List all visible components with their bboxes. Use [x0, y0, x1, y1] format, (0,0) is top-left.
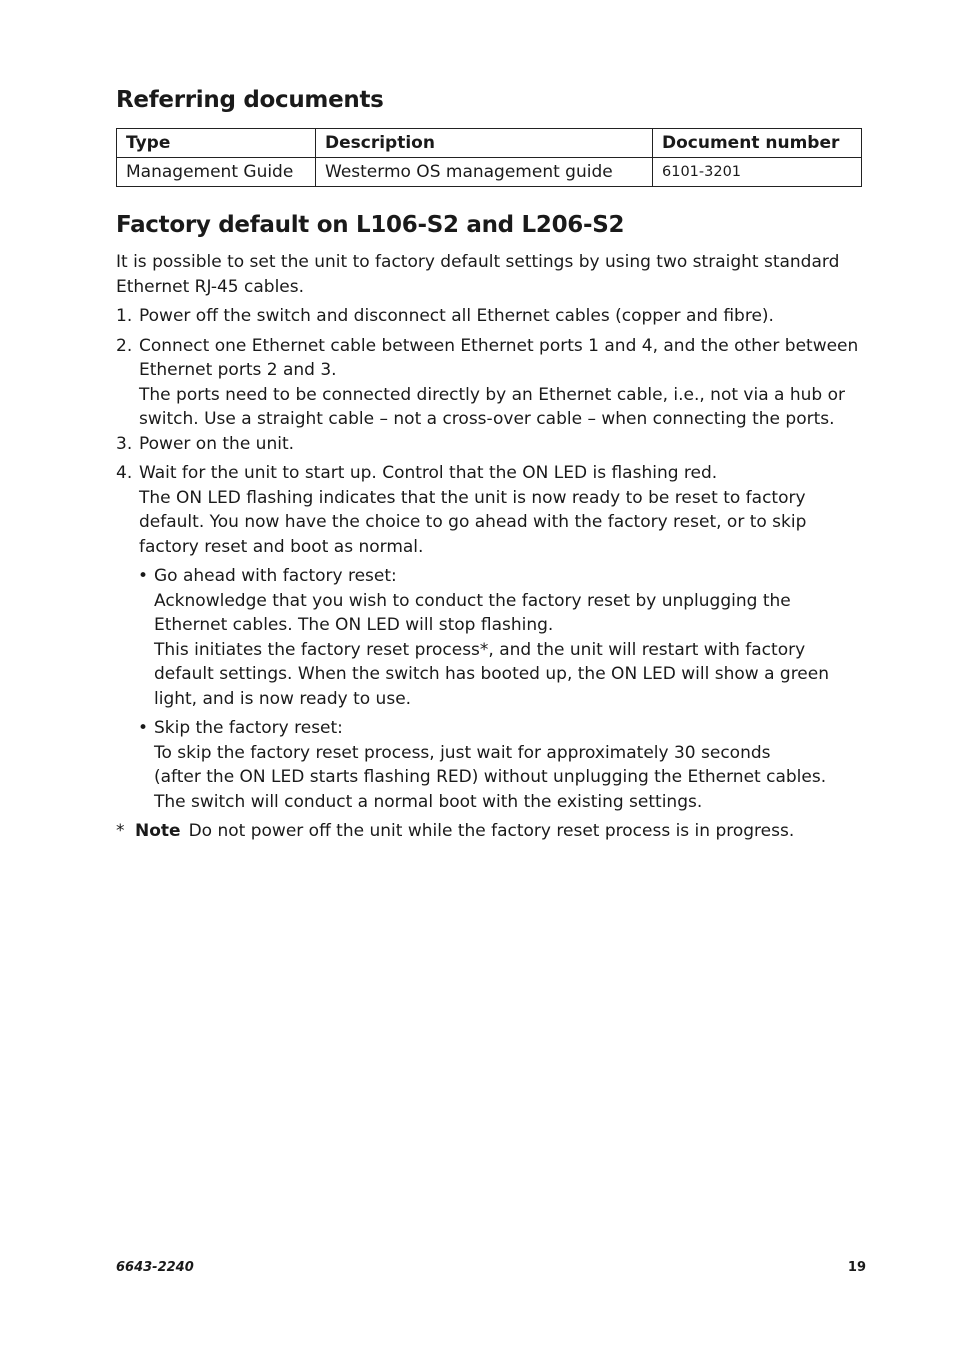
step-number: 1.	[116, 306, 133, 326]
step-text: Wait for the unit to start up. Control that the ON LED is flashing red.	[139, 463, 718, 483]
bullet-text: To skip the factory reset process, just wait for approximately 30 seconds	[154, 742, 771, 763]
header-type: Type	[117, 129, 316, 158]
step-text: Power on the unit.	[139, 433, 295, 454]
cell-type: Management Guide	[117, 158, 316, 187]
section-title-referring-documents: Referring documents	[116, 87, 384, 113]
section-body	[116, 250, 868, 844]
list-item	[116, 461, 868, 559]
list-item	[116, 334, 868, 432]
header-description: Description	[316, 129, 653, 158]
bullet-item	[116, 716, 868, 814]
step-number: 3.	[116, 433, 133, 454]
intro-paragraph: It is possible to set the unit to factory default settings by using two straight standard Ethernet RJ-45 cables.	[116, 252, 840, 297]
bullet-title: Skip the factory reset:	[154, 718, 343, 738]
bullet-text: Acknowledge that you wish to conduct the factory reset by unplugging the Ethernet cables. The ON LED will stop flashing.	[154, 590, 791, 635]
note-asterisk: *	[116, 821, 125, 841]
cell-document-number: 6101-3201	[653, 158, 862, 187]
note-text: Do not power off the unit while the factory reset process is in progress.	[188, 821, 795, 841]
footer-doc-number: 6643-2240	[116, 1260, 194, 1275]
bullet-glyph: •	[138, 718, 149, 738]
page-number: 19	[847, 1260, 866, 1275]
bullet-title: Go ahead with factory reset:	[154, 566, 397, 586]
step-detail: The ports need to be connected directly by an Ethernet cable, i.e., not via a hub or switch. Use a straight cable – not a cross-over cable – when connecting the ports.	[139, 384, 845, 429]
header-document-number: Document number	[653, 129, 862, 158]
step-number: 4.	[116, 463, 133, 483]
bullet-glyph: •	[138, 566, 149, 586]
cell-description: Westermo OS management guide	[316, 158, 653, 187]
bullet-item	[116, 564, 868, 711]
step-number: 2.	[116, 335, 133, 356]
page-footer	[116, 1260, 866, 1275]
referring-documents-table	[116, 128, 862, 187]
table-row	[117, 158, 862, 187]
section-title-factory-default: Factory default on L106-S2 and L206-S2	[116, 212, 625, 238]
bullet-text: (after the ON LED starts flashing RED) without unplugging the Ethernet cables.	[154, 767, 827, 787]
bullet-text: The switch will conduct a normal boot with the existing settings.	[154, 791, 703, 812]
note-label: Note	[135, 821, 181, 841]
note	[116, 819, 868, 844]
bullet-text: This initiates the factory reset process*, and the unit will restart with factory default settings. When the switch has booted up, the ON LED will show a green light, and is now ready to use.	[154, 639, 830, 709]
step-text: Power off the switch and disconnect all Ethernet cables (copper and fibre).	[139, 306, 774, 326]
list-item	[116, 432, 868, 457]
step-detail: The ON LED flashing indicates that the unit is now ready to be reset to factory default. You now have the choice to go ahead with the factory reset, or to skip factory reset and boot as normal.	[139, 487, 807, 557]
step-text: Connect one Ethernet cable between Ethernet ports 1 and 4, and the other between Ethernet ports 2 and 3.	[139, 335, 859, 380]
table-header-row	[117, 129, 862, 158]
list-item	[116, 304, 868, 329]
